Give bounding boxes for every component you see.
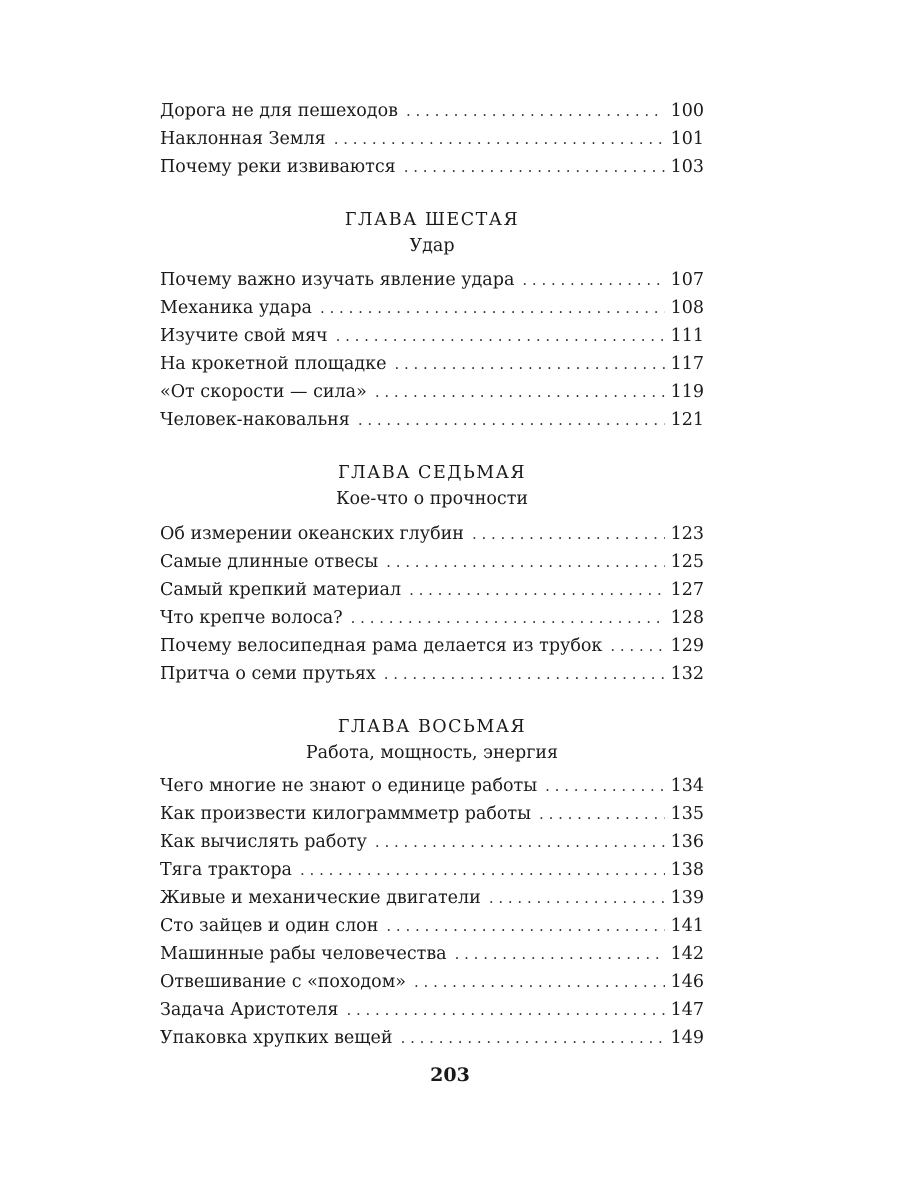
toc-entry (160, 912, 704, 940)
toc-entry (160, 97, 704, 125)
entry-page: 119 (670, 382, 704, 402)
entry-page: 108 (670, 298, 704, 318)
entry-title: На крокетной площадке (160, 354, 387, 374)
dot-leader (404, 153, 665, 181)
toc-entry (160, 660, 704, 688)
toc-entry (160, 604, 704, 632)
entry-title: Как вычислять работу (160, 832, 367, 852)
entry-page: 134 (670, 776, 704, 796)
entry-title: Машинные рабы человечества (160, 944, 447, 964)
entry-title: Механика удара (160, 298, 312, 318)
chapter-heading (160, 460, 704, 512)
dot-leader (401, 1024, 665, 1052)
chapter-title: Удар (409, 236, 455, 256)
toc-entry (160, 856, 704, 884)
toc-entry (160, 576, 704, 604)
entry-page: 128 (670, 608, 704, 628)
toc-entry (160, 322, 704, 350)
dot-leader (545, 772, 664, 800)
entry-page: 107 (670, 270, 704, 290)
dot-leader (455, 940, 665, 968)
dot-leader (610, 632, 664, 660)
entry-page: 138 (670, 860, 704, 880)
toc-entry (160, 125, 704, 153)
entry-title: Сто зайцев и один слон (160, 916, 379, 936)
entry-title: Наклонная Земля (160, 129, 326, 149)
entry-title: Почему велосипедная рама делается из трубок (160, 636, 603, 656)
entry-page: 100 (670, 101, 704, 121)
entry-page: 101 (670, 129, 704, 149)
entry-page: 141 (670, 916, 704, 936)
entry-page: 103 (670, 157, 704, 177)
chapter-heading (160, 714, 704, 766)
toc-entry (160, 406, 704, 434)
entry-title: Задача Аристотеля (160, 1000, 339, 1020)
dot-leader (384, 660, 665, 688)
entry-title: Упаковка хрупких вещей (160, 1028, 393, 1048)
toc-entry (160, 378, 704, 406)
entry-title: Почему важно изучать явление удара (160, 270, 515, 290)
toc-entry (160, 632, 704, 660)
dot-leader (409, 576, 665, 604)
toc-entry (160, 772, 704, 800)
dot-leader (375, 378, 665, 406)
toc-list-chapter-8 (160, 772, 704, 1052)
dot-leader (394, 350, 664, 378)
toc-entry (160, 548, 704, 576)
dot-leader (300, 856, 665, 884)
toc-entry (160, 520, 704, 548)
dot-leader (336, 322, 665, 350)
toc-entry (160, 968, 704, 996)
chapter-number: ГЛАВА ШЕСТАЯ (344, 210, 520, 230)
entry-title: Самый крепкий материал (160, 580, 402, 600)
toc-entry (160, 884, 704, 912)
entry-title: Притча о семи прутьях (160, 664, 376, 684)
entry-page: 147 (670, 1000, 704, 1020)
dot-leader (320, 294, 665, 322)
toc-list-chapter-6 (160, 266, 704, 434)
entry-title: Тяга трактора (160, 860, 292, 880)
toc-entry (160, 996, 704, 1024)
toc-entry (160, 800, 704, 828)
dot-leader (375, 828, 665, 856)
toc-entry (160, 294, 704, 322)
dot-leader (489, 884, 665, 912)
chapter-heading (160, 207, 704, 259)
entry-title: Дорога не для пешеходов (160, 101, 398, 121)
entry-page: 129 (670, 636, 704, 656)
entry-page: 136 (670, 832, 704, 852)
toc-entry (160, 828, 704, 856)
entry-title: Что крепче волоса? (160, 608, 343, 628)
entry-title: Живые и механические двигатели (160, 888, 481, 908)
entry-page: 149 (670, 1028, 704, 1048)
entry-page: 123 (670, 524, 704, 544)
dot-leader (334, 125, 665, 153)
chapter-number: ГЛАВА ВОСЬМАЯ (337, 717, 527, 737)
dot-leader (386, 548, 664, 576)
entry-page: 125 (670, 552, 704, 572)
entry-title: «От скорости — сила» (160, 382, 367, 402)
entry-title: Изучите свой мяч (160, 326, 328, 346)
toc-entry (160, 266, 704, 294)
entry-title: Чего многие не знают о единице работы (160, 776, 538, 796)
dot-leader (414, 968, 665, 996)
toc-list-chapter-7 (160, 520, 704, 688)
entry-title: Отвешивание с «походом» (160, 972, 407, 992)
toc-entry (160, 1024, 704, 1052)
dot-leader (351, 604, 665, 632)
toc-list-continued (160, 97, 704, 181)
entry-page: 142 (670, 944, 704, 964)
entry-page: 139 (670, 888, 704, 908)
dot-leader (386, 912, 664, 940)
chapter-title: Кое-что о прочности (335, 489, 529, 509)
dot-leader (539, 800, 665, 828)
dot-leader (522, 266, 664, 294)
entry-title: Человек-наковальня (160, 410, 350, 430)
dot-leader (406, 97, 665, 125)
toc-entry (160, 350, 704, 378)
chapter-title: Работа, мощность, энергия (305, 743, 559, 763)
chapter-number: ГЛАВА СЕДЬМАЯ (337, 463, 527, 483)
entry-page: 117 (670, 354, 704, 374)
entry-page: 127 (670, 580, 704, 600)
toc-entry (160, 940, 704, 968)
entry-page: 146 (670, 972, 704, 992)
entry-title: Почему реки извиваются (160, 157, 396, 177)
page-number: 203 (430, 1064, 470, 1086)
entry-title: Самые длинные отвесы (160, 552, 379, 572)
entry-page: 135 (670, 804, 704, 824)
dot-leader (346, 996, 664, 1024)
entry-page: 111 (670, 326, 704, 346)
entry-title: Как произвести килограммметр работы (160, 804, 532, 824)
entry-page: 132 (670, 664, 704, 684)
entry-page: 121 (670, 410, 704, 430)
entry-title: Об измерении океанских глубин (160, 524, 464, 544)
dot-leader (358, 406, 665, 434)
toc-entry (160, 153, 704, 181)
dot-leader (472, 520, 665, 548)
